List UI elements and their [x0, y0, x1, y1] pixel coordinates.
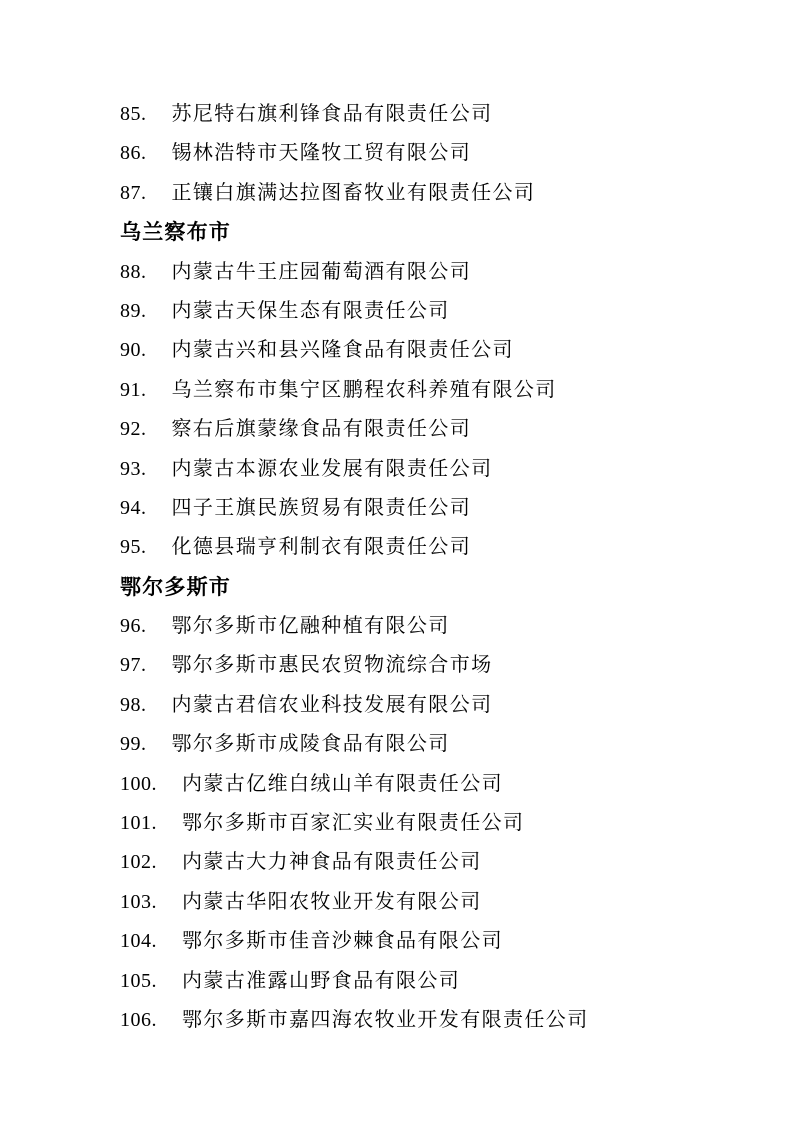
list-item: [120, 883, 713, 922]
list-item: [120, 174, 713, 213]
list-item: [120, 489, 713, 528]
company-name: 内蒙古君信农业科技发展有限公司: [171, 693, 493, 716]
document-content: [120, 95, 713, 1040]
company-name: 锡林浩特市天隆牧工贸有限公司: [171, 142, 472, 165]
company-name: 四子王旗民族贸易有限责任公司: [171, 496, 472, 519]
company-name: 乌兰察布市集宁区鹏程农科养殖有限公司: [171, 378, 557, 401]
list-item-number: 96.: [120, 615, 147, 638]
company-name: 内蒙古大力神食品有限责任公司: [182, 851, 482, 874]
list-item-number: 92.: [120, 418, 147, 441]
company-name: 鄂尔多斯市惠民农贸物流综合市场: [171, 654, 493, 677]
list-item: [120, 646, 713, 685]
company-name: 内蒙古本源农业发展有限责任公司: [171, 457, 493, 480]
company-name: 察右后旗蒙缘食品有限责任公司: [171, 418, 472, 441]
list-item-number: 99.: [120, 733, 147, 756]
list-item-number: 85.: [120, 103, 147, 125]
list-item: [120, 134, 713, 173]
list-item-number: 91.: [120, 378, 147, 401]
list-item-number: 103.: [120, 890, 157, 913]
list-item: [120, 292, 713, 331]
list-item-number: 86.: [120, 142, 147, 165]
list-item-number: 105.: [120, 969, 157, 992]
company-name: 内蒙古华阳农牧业开发有限公司: [182, 890, 482, 913]
list-item: [120, 765, 713, 804]
list-item-number: 94.: [120, 496, 147, 519]
company-name: 鄂尔多斯市嘉四海农牧业开发有限责任公司: [182, 1008, 589, 1031]
list-item-number: 101.: [120, 812, 157, 835]
list-item: [120, 686, 713, 725]
list-item: [120, 371, 713, 410]
list-item-number: 90.: [120, 339, 147, 362]
list-item-number: 87.: [120, 181, 147, 204]
company-name: 鄂尔多斯市百家汇实业有限责任公司: [182, 812, 525, 835]
section-heading: 鄂尔多斯市: [120, 575, 231, 599]
company-name: 苏尼特右旗利锋食品有限责任公司: [171, 103, 493, 125]
list-item: [120, 725, 713, 764]
list-item: [120, 95, 713, 134]
list-item-number: 104.: [120, 930, 157, 953]
list-item: [120, 922, 713, 961]
list-item: [120, 607, 713, 646]
company-name: 内蒙古兴和县兴隆食品有限责任公司: [171, 339, 514, 362]
list-item-number: 98.: [120, 693, 147, 716]
company-name: 内蒙古准露山野食品有限公司: [182, 969, 461, 992]
list-item-number: 97.: [120, 654, 147, 677]
section-heading: 乌兰察布市: [120, 221, 231, 245]
list-item: [120, 450, 713, 489]
list-item: [120, 804, 713, 843]
list-item: [120, 843, 713, 882]
company-name: 正镶白旗满达拉图畜牧业有限责任公司: [171, 181, 536, 204]
company-name: 化德县瑞亨利制衣有限责任公司: [171, 536, 472, 559]
company-name: 内蒙古亿维白绒山羊有限责任公司: [182, 772, 503, 795]
list-item: [120, 1001, 713, 1040]
list-item-number: 89.: [120, 299, 147, 322]
list-item: [120, 253, 713, 292]
list-item-number: 93.: [120, 457, 147, 480]
company-name: 鄂尔多斯市亿融种植有限公司: [171, 615, 450, 638]
company-name: 内蒙古天保生态有限责任公司: [171, 299, 450, 322]
list-item-number: 102.: [120, 851, 157, 874]
list-item-number: 95.: [120, 536, 147, 559]
list-item-number: 100.: [120, 772, 157, 795]
list-item-number: 106.: [120, 1008, 157, 1031]
list-item: [120, 331, 713, 370]
company-name: 鄂尔多斯市成陵食品有限公司: [171, 733, 450, 756]
list-item: [120, 410, 713, 449]
list-item: [120, 962, 713, 1001]
list-item-number: 88.: [120, 260, 147, 283]
company-name: 鄂尔多斯市佳音沙棘食品有限公司: [182, 930, 503, 953]
company-name: 内蒙古牛王庄园葡萄酒有限公司: [171, 260, 472, 283]
list-item: [120, 528, 713, 567]
